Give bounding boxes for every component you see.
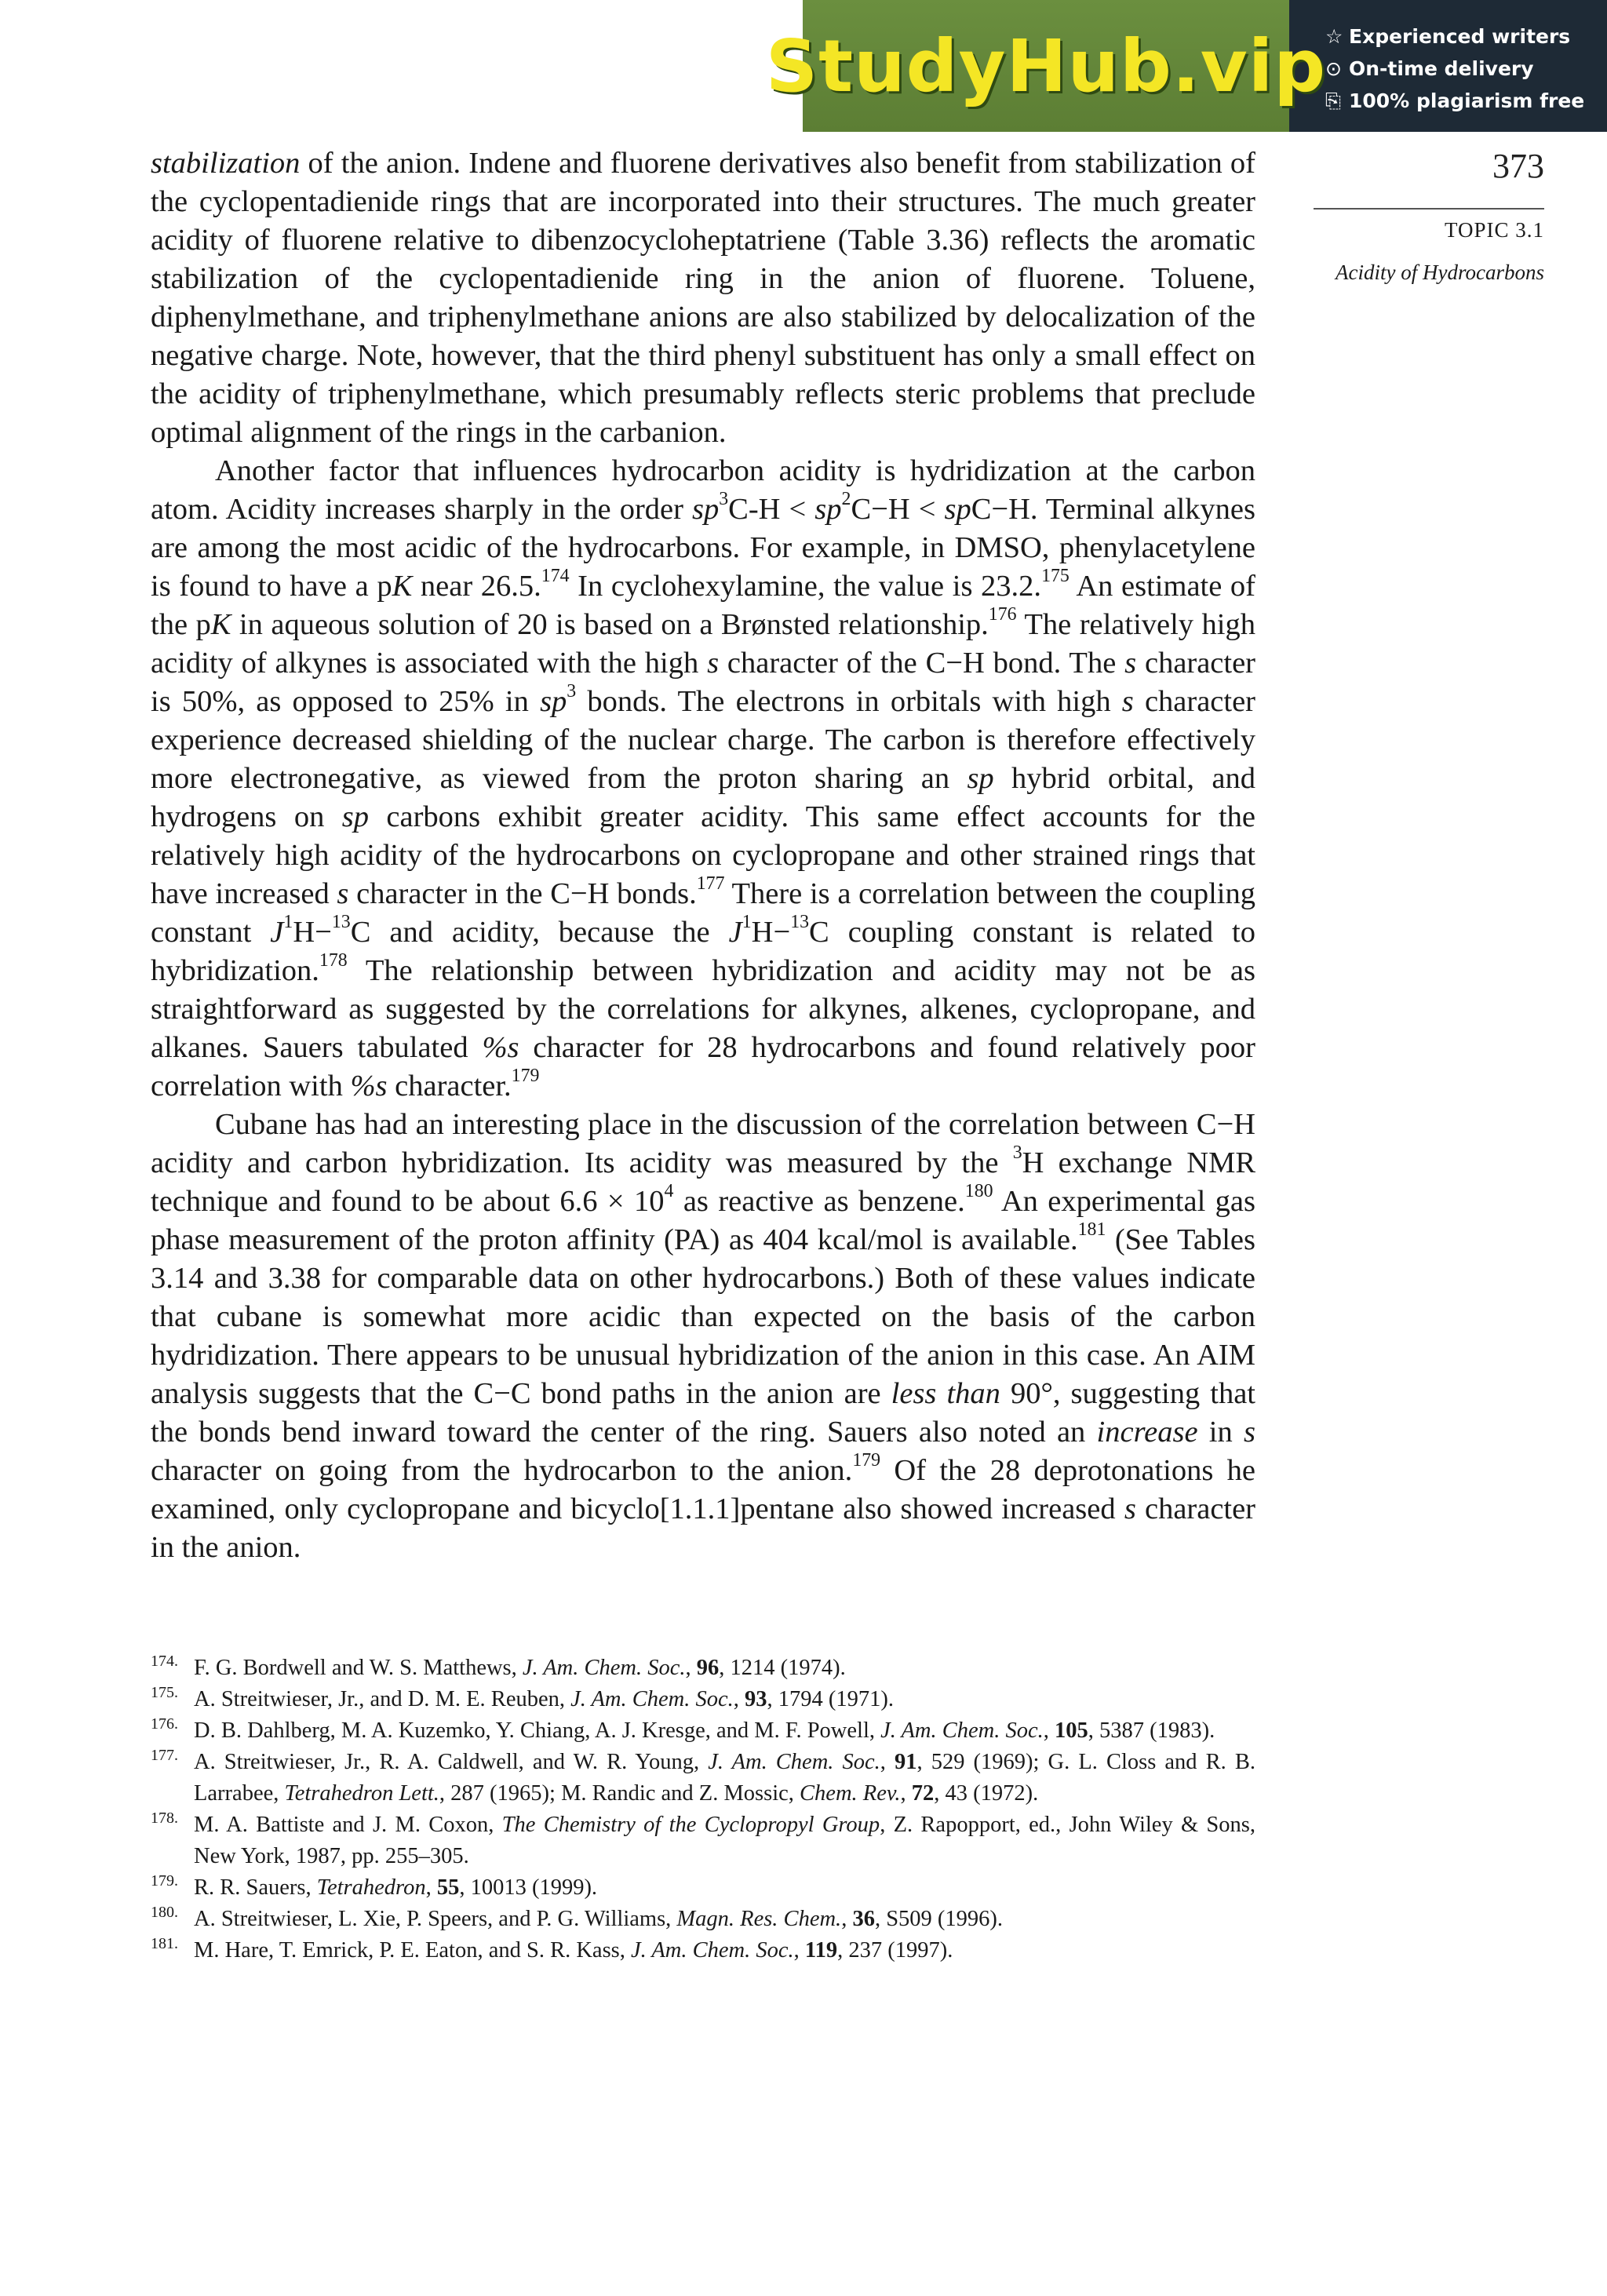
topic-title: Acidity of Hydrocarbons [1336, 261, 1544, 284]
feature-label: 100% plagiarism free [1349, 89, 1585, 112]
citation-175: 175 [1041, 566, 1070, 587]
citation-180: 180 [964, 1181, 993, 1202]
body-text [151, 144, 1255, 1567]
paragraph-1: stabilization of the anion. Indene and fluorene derivatives also benefit from stabilization of the cyclopentadienide rings that are incorporated into their structures. The much greater acidity of fluorene relative to dibenzocycloheptatriene (Table 3.36) reflects the aromatic stabilization of the cyclopentadienide ring in the anion of fluorene. Toluene, diphenylmethane, and triphenylmethane anions are also stabilized by delocalization of the negative charge. Note, however, that the third phenyl substituent has only a small effect on the acidity of triphenylmethane, which presumably reflects steric problems that preclude optimal alignment of the rings in the carbanion. [151, 147, 1255, 449]
feature-label: Experienced writers [1349, 25, 1571, 48]
citation-179: 179 [511, 1066, 540, 1087]
document-check-icon: ⎘ [1325, 89, 1342, 112]
footnote-177: 177. A. Streitwieser, Jr., R. A. Caldwell, and W. R. Young, J. Am. Chem. Soc., 91, 529 (1969); G. L. Closs and R. B. Larrabee, Tetrahedron Lett., 287 (1965); M. Randic and Z. Mossic, Chem. Rev., 72, 43 (1972). [151, 1747, 1256, 1806]
footnote-174: 174. F. G. Bordwell and W. S. Matthews, J. Am. Chem. Soc., 96, 1214 (1974). [151, 1653, 846, 1680]
feature-label: On-time delivery [1349, 57, 1534, 80]
paragraph-2: Another factor that influences hydrocarbon acidity is hydridization at the carbon atom. Acidity increases sharply in the order $sp^3C-H < sp^2C-H < spC-H$. Terminal alkynes are among the most acidic of the hydrocarbons. For example, in DMSO, phenylacetylene is found to have a pK near 26.5.$^{174}$ In cyclohexylamine, the value is 23.2.$^{175}$ An estimate of the pK in aqueous solution of 20 is based on a Brønsted relationship.$^{176}$ The relatively high acidity of alkynes is associated with the high s character of the C−H bond. The s character is 50%, as opposed to 25% in $sp^3$ bonds. The electrons in orbitals with high s character experience decreased shielding of the nuclear charge. The carbon is therefore effectively more electronegative, as viewed from the proton sharing an sp hybrid orbital, and hydrogens on sp carbons exhibit greater acidity. This same effect accounts for the relatively high acidity of the hydrocarbons on cyclopropane and other strained rings that have increased s character in the C−H bonds.$^{177}$ There is a correlation between the coupling constant $J^1H-^{13}C$ and acidity, because the $J^1H-^{13}C$ coupling constant is related to hybridization.$^{178}$ The relationship between hybridization and acidity may not be as straightforward as suggested by the correlations for alkynes, alkenes, cyclopropane, and alkanes. Sauers tabulated %s character for 28 hydrocarbons and found relatively poor correlation with %s character.$^{179}$ [151, 454, 1256, 1102]
page-number: 373 [1492, 147, 1544, 185]
citation-181: 181 [1077, 1219, 1106, 1241]
citation-176: 176 [988, 604, 1017, 625]
banner-feature-list [1289, 0, 1607, 132]
studyhub-logo[interactable]: StudyHub.vip [765, 24, 1327, 108]
feature-on-time-delivery [1325, 53, 1607, 85]
footnote-180: 180. A. Streitwieser, L. Xie, P. Speers, and P. G. Williams, Magn. Res. Chem., 36, S509 (1996). [151, 1904, 1004, 1931]
banner-logo-box[interactable] [765, 0, 1327, 132]
footnote-178: 178. M. A. Battiste and J. M. Coxon, The Chemistry of the Cyclopropyl Group, Z. Rapopport, ed., John Wiley & Sons, New York, 1987, pp. 255–305. [151, 1809, 1256, 1868]
footnote-176: 176. D. B. Dahlberg, M. A. Kuzemko, Y. Chiang, A. J. Kresge, and M. F. Powell, J. Am. Chem. Soc., 105, 5387 (1983). [151, 1715, 1215, 1743]
footnote-175: 175. A. Streitwieser, Jr., and D. M. E. Reuben, J. Am. Chem. Soc., 93, 1794 (1971). [151, 1684, 895, 1711]
star-outline-icon: ☆ [1325, 25, 1343, 48]
studyhub-banner[interactable] [765, 0, 1607, 132]
feature-experienced-writers [1325, 20, 1607, 53]
footnotes [151, 1653, 1255, 1966]
citation-178: 178 [319, 950, 348, 971]
clock-icon: ⊙ [1325, 57, 1342, 80]
footnote-181: 181. M. Hare, T. Emrick, P. E. Eaton, and S. R. Kass, J. Am. Chem. Soc., 119, 237 (1997). [151, 1935, 953, 1963]
topic-label: TOPIC 3.1 [1444, 218, 1544, 242]
paragraph-3: Cubane has had an interesting place in the discussion of the correlation between C−H acidity and carbon hybridization. Its acidity was measured by the $^3$H exchange NMR technique and found to be about $6.6 \times 10^4$ as reactive as benzene.$^{180}$ An experimental gas phase measurement of the proton affinity (PA) as 404 kcal/mol is available.$^{181}$ (See Tables 3.14 and 3.38 for comparable data on other hydrocarbons.) Both of these values indicate that cubane is somewhat more acidic than expected on the basis of the carbon hydridization. There appears to be unusual hybridization of the anion in this case. An AIM analysis suggests that the C−C bond paths in the anion are less than 90°, suggesting that the bonds bend inward toward the center of the ring. Sauers also noted an increase in s character on going from the hydrocarbon to the anion.$^{179}$ Of the 28 deprotonations he examined, only cyclopropane and bicyclo[1.1.1]pentane also showed increased s character in the anion. [151, 1108, 1256, 1564]
citation-177: 177 [696, 873, 725, 895]
citation-179: 179 [852, 1450, 881, 1471]
footnote-179: 179. R. R. Sauers, Tetrahedron, 55, 10013 (1999). [151, 1872, 598, 1900]
feature-plagiarism-free [1325, 85, 1607, 117]
header-divider [1314, 208, 1544, 210]
citation-174: 174 [541, 566, 570, 587]
